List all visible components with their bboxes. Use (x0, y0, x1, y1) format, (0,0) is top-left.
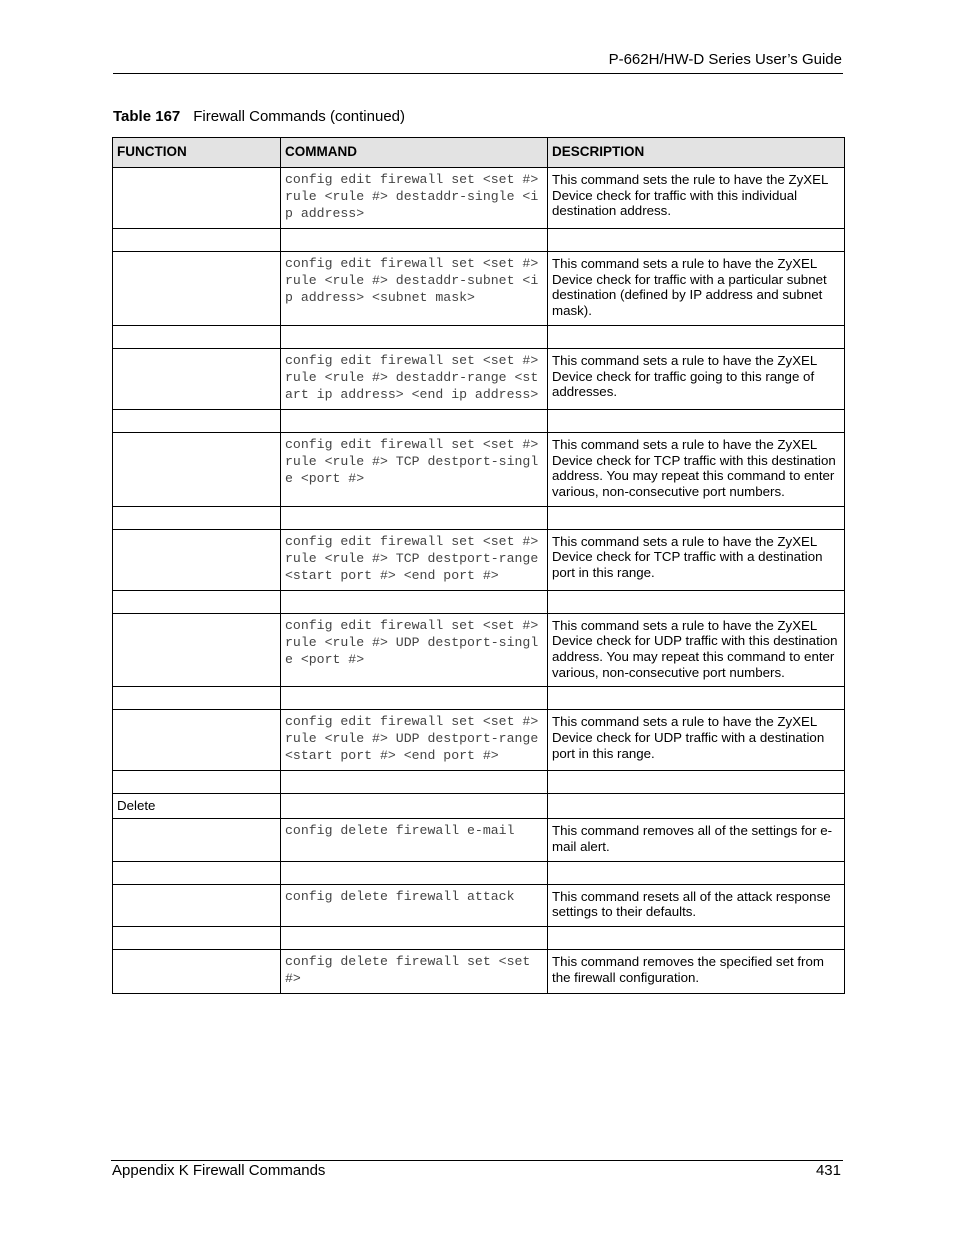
description-cell (548, 506, 845, 529)
table-row (113, 506, 845, 529)
command-cell: config edit firewall set <set #> rule <rule #> TCP destport-range <start port #> <end port #> (281, 529, 548, 590)
table-row (113, 949, 845, 993)
table-row (113, 819, 845, 861)
description-cell: This command sets a rule to have the ZyXEL Device check for UDP traffic with this destination address. You may repeat this command to enter various, non-consecutive port numbers. (548, 613, 845, 687)
table-row (113, 252, 845, 326)
command-cell: config delete firewall attack (281, 884, 548, 926)
table-row (113, 613, 845, 687)
table-caption-text: Firewall Commands (continued) (193, 108, 406, 125)
function-cell (113, 590, 281, 613)
running-header-title: P-662H/HW-D Series User’s Guide (608, 51, 842, 68)
command-cell (281, 794, 548, 819)
table-row (113, 529, 845, 590)
table-row (113, 590, 845, 613)
function-cell (113, 168, 281, 229)
function-cell (113, 409, 281, 432)
command-cell: config edit firewall set <set #> rule <rule #> UDP destport-single <port #> (281, 613, 548, 687)
description-cell (548, 409, 845, 432)
command-cell: config edit firewall set <set #> rule <rule #> UDP destport-range <start port #> <end port #> (281, 710, 548, 771)
table-row (113, 884, 845, 926)
table-row (113, 325, 845, 348)
table-row (113, 348, 845, 409)
function-cell (113, 710, 281, 771)
description-cell: This command resets all of the attack response settings to their defaults. (548, 884, 845, 926)
command-cell: config delete firewall e-mail (281, 819, 548, 861)
command-cell: config edit firewall set <set #> rule <rule #> destaddr-range <start ip address> <end ip address> (281, 348, 548, 409)
function-cell (113, 506, 281, 529)
description-cell (548, 590, 845, 613)
description-cell: This command sets the rule to have the ZyXEL Device check for traffic with this individual destination address. (548, 168, 845, 229)
table-caption-label: Table 167 (113, 108, 181, 125)
description-cell: This command sets a rule to have the ZyXEL Device check for TCP traffic with a destination port in this range. (548, 529, 845, 590)
table-row (113, 409, 845, 432)
function-cell (113, 819, 281, 861)
command-cell (281, 687, 548, 710)
description-cell (548, 325, 845, 348)
function-cell (113, 348, 281, 409)
description-cell: This command sets a rule to have the ZyXEL Device check for UDP traffic with a destination port in this range. (548, 710, 845, 771)
command-cell (281, 506, 548, 529)
description-cell: This command removes all of the settings for e-mail alert. (548, 819, 845, 861)
command-cell: config edit firewall set <set #> rule <rule #> destaddr-single <ip address> (281, 168, 548, 229)
footer-chapter-title: Appendix K Firewall Commands (112, 1162, 326, 1179)
function-cell (113, 949, 281, 993)
function-cell (113, 529, 281, 590)
table-row (113, 229, 845, 252)
description-cell (548, 687, 845, 710)
table-row (113, 861, 845, 884)
description-cell (548, 229, 845, 252)
column-header-description: DESCRIPTION (548, 138, 845, 168)
table-row (113, 926, 845, 949)
function-cell (113, 771, 281, 794)
footer-page-number: 431 (815, 1162, 841, 1179)
table-row (113, 710, 845, 771)
command-cell (281, 926, 548, 949)
command-cell: config edit firewall set <set #> rule <rule #> TCP destport-single <port #> (281, 432, 548, 506)
command-cell: config delete firewall set <set #> (281, 949, 548, 993)
function-cell (113, 687, 281, 710)
command-cell (281, 771, 548, 794)
function-cell: Delete (113, 794, 281, 819)
function-cell (113, 325, 281, 348)
description-cell: This command removes the specified set from the firewall configuration. (548, 949, 845, 993)
command-cell (281, 409, 548, 432)
function-cell (113, 229, 281, 252)
function-cell (113, 884, 281, 926)
description-cell: This command sets a rule to have the ZyXEL Device check for TCP traffic with this destination address. You may repeat this command to enter various, non-consecutive port numbers. (548, 432, 845, 506)
description-cell (548, 794, 845, 819)
table-row (113, 687, 845, 710)
function-cell (113, 252, 281, 326)
column-header-command: COMMAND (281, 138, 548, 168)
table-row (113, 771, 845, 794)
description-cell: This command sets a rule to have the ZyXEL Device check for traffic with a particular subnet destination (defined by IP address and subnet mask). (548, 252, 845, 326)
command-cell (281, 590, 548, 613)
function-cell (113, 432, 281, 506)
description-cell: This command sets a rule to have the ZyXEL Device check for traffic going to this range of addresses. (548, 348, 845, 409)
table-row (113, 794, 845, 819)
firewall-commands-table (112, 137, 845, 994)
command-cell: config edit firewall set <set #> rule <rule #> destaddr-subnet <ip address> <subnet mask> (281, 252, 548, 326)
command-cell (281, 861, 548, 884)
function-cell (113, 926, 281, 949)
command-cell (281, 229, 548, 252)
column-header-function: FUNCTION (113, 138, 281, 168)
table-row (113, 168, 845, 229)
footer-rule (111, 1160, 843, 1161)
description-cell (548, 861, 845, 884)
description-cell (548, 771, 845, 794)
function-cell (113, 861, 281, 884)
header-rule (113, 73, 843, 74)
table-caption (113, 108, 405, 126)
table-row (113, 432, 845, 506)
function-cell (113, 613, 281, 687)
description-cell (548, 926, 845, 949)
table-header-row (113, 138, 845, 168)
command-cell (281, 325, 548, 348)
